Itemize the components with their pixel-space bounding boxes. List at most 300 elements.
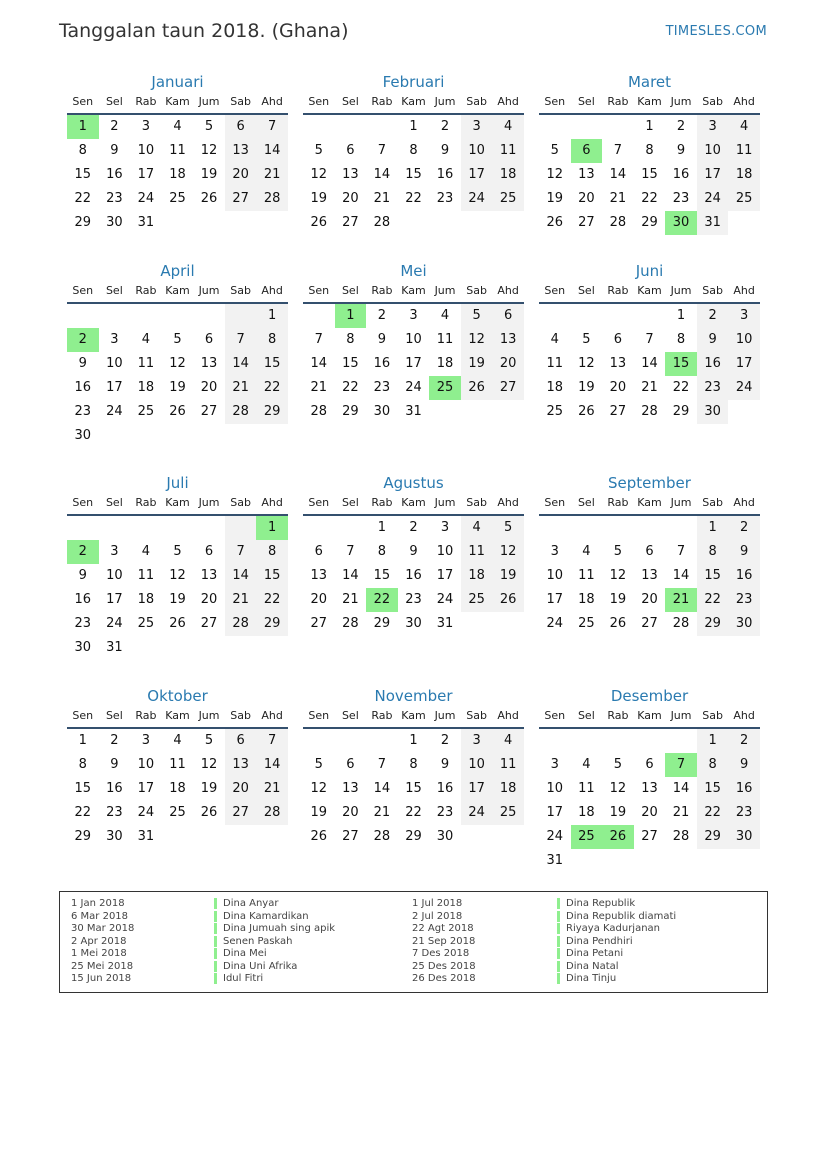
- weekday-label: Kam: [637, 709, 662, 722]
- day-cell: 16: [728, 777, 760, 801]
- weekday-label: Kam: [401, 95, 426, 108]
- day-cell: 10: [697, 139, 729, 163]
- day-cell: 21: [225, 376, 257, 400]
- weekday-label: Jum: [198, 95, 220, 108]
- day-cell: 15: [256, 352, 288, 376]
- weekday-label: Jum: [198, 709, 220, 722]
- legend-names-right: [557, 898, 676, 986]
- weekday-header: [539, 494, 760, 516]
- day-cell: 24: [436, 592, 454, 607]
- day-cell: 28: [609, 215, 627, 230]
- day-cell: 24: [137, 191, 155, 206]
- empty-cell: [366, 115, 398, 139]
- day-cell: 28: [256, 801, 288, 825]
- weekday-label: Ahd: [733, 709, 755, 722]
- day-cell: 27: [342, 829, 359, 844]
- day-cell: 27: [609, 404, 627, 419]
- day-cell: 21: [373, 191, 391, 206]
- day-cell: 28: [641, 404, 658, 419]
- day-cell: 3: [728, 304, 760, 328]
- weekday-label: Rab: [371, 284, 393, 297]
- day-cell: 22: [672, 380, 690, 395]
- day-cell: 6: [346, 143, 355, 158]
- day-cell: 13: [578, 167, 595, 182]
- day-cell: 25: [137, 404, 155, 419]
- month-name: Agustus: [383, 474, 444, 492]
- weekday-label: Sel: [105, 95, 123, 108]
- day-cell: 25: [578, 616, 595, 631]
- weekday-label: Rab: [371, 709, 393, 722]
- day-cell: 29: [342, 404, 359, 419]
- day-cell: 2: [110, 733, 119, 748]
- empty-cell: [728, 849, 760, 873]
- day-cell: 26: [578, 404, 595, 419]
- day-cell: 26: [200, 805, 218, 820]
- month-name: September: [608, 474, 691, 492]
- day-cell: 10: [546, 568, 564, 583]
- day-cell: 12: [546, 167, 564, 182]
- legend-row: [214, 973, 335, 986]
- weekday-label: Kam: [165, 709, 190, 722]
- day-cell: 17: [461, 777, 493, 801]
- holiday-legend: [59, 891, 768, 993]
- day-cell: 8: [78, 143, 87, 158]
- legend-row: [214, 936, 335, 949]
- day-cell: 14: [672, 781, 690, 796]
- weekday-label: Rab: [135, 284, 157, 297]
- legend-date: 30 Mar 2018: [71, 923, 135, 934]
- weekday-label: Ahd: [261, 709, 283, 722]
- day-cell: 16: [405, 568, 422, 583]
- empty-cell: [728, 211, 760, 235]
- day-cell: 11: [546, 356, 564, 371]
- day-cell: 11: [436, 332, 454, 347]
- empty-cell: [303, 304, 335, 328]
- legend-date: 6 Mar 2018: [71, 910, 129, 922]
- weekday-label: Sab: [466, 709, 487, 722]
- day-cell: 12: [578, 356, 595, 371]
- weekday-label: Sel: [577, 95, 595, 108]
- site-logo-text[interactable]: TIMESLES.COM: [665, 24, 767, 39]
- day-cell: 23: [74, 616, 92, 631]
- day-cell: 17: [137, 781, 155, 796]
- empty-cell: [256, 825, 288, 849]
- day-cell: 10: [106, 356, 123, 371]
- month-agustus: [303, 472, 524, 636]
- empty-cell: [225, 516, 257, 540]
- legend-holiday-name: Dina Mei: [214, 948, 267, 959]
- weekday-label: Sab: [466, 496, 487, 509]
- legend-date: 15 Jun 2018: [71, 973, 132, 984]
- day-cell: 24: [461, 801, 493, 825]
- day-cell: 11: [461, 540, 493, 564]
- empty-cell: [99, 516, 131, 540]
- day-cell: 23: [436, 805, 454, 820]
- day-cell: 20: [641, 805, 658, 820]
- day-cell: 6: [645, 757, 654, 772]
- day-cell: 5: [314, 757, 323, 772]
- day-cell: 22: [405, 191, 422, 206]
- day-cell: 25: [492, 801, 524, 825]
- empty-cell: [429, 400, 461, 424]
- day-cell: 7: [256, 115, 288, 139]
- day-cell: 7: [645, 332, 654, 347]
- empty-cell: [256, 211, 288, 235]
- day-cell: 30: [728, 612, 760, 636]
- empty-cell: [67, 304, 99, 328]
- empty-cell: [492, 400, 524, 424]
- day-cell: 10: [461, 753, 493, 777]
- day-cell: 22: [641, 191, 658, 206]
- day-cell: 13: [225, 139, 257, 163]
- weekday-label: Ahd: [261, 95, 283, 108]
- day-cell: 8: [697, 753, 729, 777]
- day-cell: 13: [310, 568, 328, 583]
- day-cell: 24: [106, 616, 123, 631]
- day-cell: 5: [461, 304, 493, 328]
- empty-cell: [162, 825, 194, 849]
- day-cell: 10: [137, 757, 155, 772]
- empty-cell: [193, 304, 225, 328]
- day-cell: 30: [697, 400, 729, 424]
- legend-holiday-name: Idul Fitri: [214, 973, 263, 984]
- day-cell: 20: [225, 777, 257, 801]
- weekday-label: Sel: [105, 284, 123, 297]
- day-cell: 20: [578, 191, 595, 206]
- day-cell: 12: [310, 167, 328, 182]
- day-cell: 28: [225, 612, 257, 636]
- weekday-label: Sel: [341, 496, 359, 509]
- day-cell: 9: [728, 753, 760, 777]
- day-cell: 4: [492, 115, 524, 139]
- weekday-label: Sen: [544, 284, 566, 297]
- day-cell: 14: [641, 356, 658, 371]
- day-grid: [539, 115, 760, 235]
- month-name: Desember: [610, 687, 689, 705]
- day-cell: 10: [546, 781, 564, 796]
- weekday-label: Kam: [401, 709, 426, 722]
- day-cell: 8: [256, 328, 288, 352]
- day-cell: 5: [582, 332, 591, 347]
- day-cell: 11: [578, 781, 595, 796]
- weekday-label: Rab: [607, 284, 629, 297]
- day-cell: 31: [137, 215, 155, 230]
- day-cell: 29: [256, 400, 288, 424]
- day-cell: 30: [405, 616, 422, 631]
- day-cell: 18: [137, 380, 155, 395]
- empty-cell: [461, 825, 493, 849]
- day-cell: 1: [676, 308, 686, 323]
- day-cell: 9: [110, 143, 119, 158]
- day-cell: 23: [373, 380, 391, 395]
- weekday-label: Sab: [702, 496, 723, 509]
- weekday-label: Jum: [670, 496, 692, 509]
- day-cell: 17: [137, 167, 155, 182]
- legend-row: [557, 936, 676, 949]
- day-cell: 29: [697, 825, 729, 849]
- empty-cell: [335, 729, 367, 753]
- day-cell: 2: [377, 308, 387, 323]
- day-cell: 17: [546, 592, 564, 607]
- day-cell: 30: [436, 829, 454, 844]
- empty-cell: [539, 729, 571, 753]
- day-cell: 18: [169, 781, 186, 796]
- day-cell: 31: [697, 211, 729, 235]
- month-februari: [303, 71, 524, 235]
- day-cell: 20: [342, 191, 359, 206]
- weekday-label: Kam: [637, 284, 662, 297]
- empty-cell: [539, 516, 571, 540]
- day-cell: 3: [409, 308, 418, 323]
- day-cell: 26: [169, 616, 186, 631]
- day-cell: 16: [106, 167, 123, 182]
- weekday-label: Sab: [702, 709, 723, 722]
- day-cell: 21: [609, 191, 627, 206]
- day-cell: 17: [546, 805, 564, 820]
- day-cell: 8: [645, 143, 654, 158]
- month-november: [303, 685, 524, 849]
- day-cell: 13: [342, 781, 359, 796]
- day-cell: 23: [106, 805, 123, 820]
- day-cell: 29: [405, 829, 422, 844]
- day-cell: 30: [728, 825, 760, 849]
- day-cell: 22: [74, 191, 92, 206]
- weekday-label: Sel: [341, 284, 359, 297]
- weekday-label: Kam: [165, 284, 190, 297]
- month-desember: [539, 685, 760, 873]
- day-cell: 30: [106, 215, 123, 230]
- day-cell: 6: [204, 544, 214, 559]
- legend-date: 1 Jul 2018: [412, 898, 463, 909]
- month-juli: [67, 472, 288, 660]
- day-cell: 4: [173, 733, 182, 748]
- weekday-header: [67, 93, 288, 115]
- day-cell: 5: [173, 544, 182, 559]
- day-grid: [303, 516, 524, 636]
- day-cell: 16: [672, 167, 690, 182]
- day-cell: 2: [728, 729, 760, 753]
- day-cell: 8: [697, 540, 729, 564]
- day-cell: 25: [137, 616, 155, 631]
- day-cell: 16: [373, 356, 391, 371]
- weekday-label: Rab: [135, 496, 157, 509]
- day-cell: 22: [697, 801, 729, 825]
- empty-cell: [366, 729, 398, 753]
- empty-cell: [67, 516, 99, 540]
- day-cell: 11: [137, 356, 155, 371]
- empty-cell: [225, 424, 257, 448]
- day-cell: 25: [429, 376, 461, 400]
- month-name: Juni: [635, 262, 664, 280]
- day-cell: 14: [373, 167, 391, 182]
- empty-cell: [571, 115, 603, 139]
- day-cell: 1: [256, 304, 288, 328]
- day-cell: 27: [492, 376, 524, 400]
- day-cell: 31: [436, 616, 454, 631]
- empty-cell: [492, 612, 524, 636]
- day-cell: 6: [225, 115, 257, 139]
- day-cell: 23: [436, 191, 454, 206]
- weekday-label: Sel: [105, 496, 123, 509]
- day-cell: 4: [550, 332, 559, 347]
- day-cell: 2: [440, 733, 450, 748]
- day-cell: 5: [204, 119, 214, 134]
- day-cell: 2: [110, 119, 119, 134]
- day-cell: 23: [672, 191, 690, 206]
- day-cell: 9: [110, 757, 119, 772]
- empty-cell: [539, 304, 571, 328]
- day-cell: 2: [409, 520, 418, 535]
- month-name: Juli: [166, 474, 189, 492]
- legend-holiday-name: Dina Republik: [557, 898, 635, 909]
- empty-cell: [193, 636, 225, 660]
- day-cell: 16: [728, 564, 760, 588]
- day-cell: 3: [697, 115, 729, 139]
- day-cell: 31: [137, 829, 155, 844]
- day-cell: 21: [665, 588, 697, 612]
- empty-cell: [492, 825, 524, 849]
- day-cell: 30: [106, 829, 123, 844]
- legend-holiday-name: Dina Anyar: [214, 898, 278, 909]
- day-cell: 22: [256, 588, 288, 612]
- day-cell: 15: [641, 167, 658, 182]
- day-cell: 25: [169, 805, 186, 820]
- day-cell: 27: [342, 215, 359, 230]
- day-cell: 17: [106, 380, 123, 395]
- empty-cell: [130, 424, 162, 448]
- day-cell: 27: [641, 829, 658, 844]
- legend-row: [557, 973, 676, 986]
- day-cell: 31: [546, 853, 564, 868]
- day-cell: 3: [110, 332, 119, 347]
- day-cell: 6: [204, 332, 214, 347]
- day-grid: [303, 115, 524, 235]
- weekday-label: Sen: [308, 284, 330, 297]
- day-cell: 22: [366, 588, 398, 612]
- day-cell: 19: [609, 805, 627, 820]
- legend-date: 22 Agt 2018: [412, 923, 474, 934]
- day-cell: 1: [697, 516, 729, 540]
- legend-date: 7 Des 2018: [412, 948, 470, 959]
- weekday-label: Rab: [371, 496, 393, 509]
- day-cell: 11: [728, 139, 760, 163]
- day-cell: 9: [728, 540, 760, 564]
- weekday-label: Rab: [371, 95, 393, 108]
- day-cell: 1: [335, 304, 367, 328]
- day-cell: 18: [578, 805, 595, 820]
- day-cell: 21: [672, 805, 690, 820]
- day-cell: 13: [342, 167, 359, 182]
- day-cell: 19: [461, 352, 493, 376]
- day-cell: 6: [314, 544, 323, 559]
- day-cell: 18: [728, 163, 760, 187]
- weekday-label: Rab: [607, 95, 629, 108]
- day-cell: 21: [256, 163, 288, 187]
- day-cell: 27: [200, 616, 218, 631]
- day-cell: 4: [728, 115, 760, 139]
- day-cell: 6: [225, 729, 257, 753]
- weekday-label: Jum: [198, 284, 220, 297]
- month-name: Januari: [151, 73, 204, 91]
- day-cell: 13: [641, 568, 658, 583]
- legend-holiday-name: Dina Pendhiri: [557, 936, 633, 947]
- day-cell: 14: [256, 139, 288, 163]
- day-cell: 28: [373, 829, 391, 844]
- day-cell: 17: [697, 163, 729, 187]
- day-cell: 19: [310, 805, 328, 820]
- day-cell: 7: [377, 757, 387, 772]
- legend-names-left: [214, 898, 335, 986]
- day-cell: 2: [697, 304, 729, 328]
- weekday-header: [67, 707, 288, 729]
- weekday-label: Sab: [230, 496, 251, 509]
- empty-cell: [728, 400, 760, 424]
- weekday-label: Sel: [341, 95, 359, 108]
- day-cell: 1: [645, 119, 654, 134]
- day-cell: 4: [440, 308, 450, 323]
- weekday-label: Sab: [702, 95, 723, 108]
- day-cell: 15: [342, 356, 359, 371]
- day-cell: 26: [169, 404, 186, 419]
- weekday-label: Jum: [670, 95, 692, 108]
- weekday-label: Ahd: [497, 496, 519, 509]
- day-cell: 20: [641, 592, 658, 607]
- empty-cell: [225, 211, 257, 235]
- day-cell: 7: [346, 544, 355, 559]
- day-cell: 9: [78, 356, 87, 371]
- weekday-label: Sab: [230, 284, 251, 297]
- day-cell: 4: [461, 516, 493, 540]
- empty-cell: [256, 636, 288, 660]
- weekday-label: Ahd: [733, 95, 755, 108]
- day-cell: 11: [169, 757, 186, 772]
- day-cell: 16: [436, 167, 454, 182]
- day-cell: 4: [173, 119, 182, 134]
- day-cell: 23: [728, 588, 760, 612]
- day-cell: 2: [67, 328, 99, 352]
- day-grid: [67, 729, 288, 849]
- empty-cell: [130, 516, 162, 540]
- day-cell: 8: [256, 540, 288, 564]
- empty-cell: [461, 400, 493, 424]
- day-cell: 5: [550, 143, 559, 158]
- day-cell: 27: [641, 616, 658, 631]
- day-cell: 24: [137, 805, 155, 820]
- day-cell: 23: [405, 592, 422, 607]
- weekday-label: Ahd: [261, 284, 283, 297]
- legend-row: [557, 898, 676, 911]
- empty-cell: [634, 516, 666, 540]
- day-cell: 2: [676, 119, 686, 134]
- day-cell: 17: [436, 568, 454, 583]
- weekday-label: Sel: [577, 496, 595, 509]
- empty-cell: [602, 516, 634, 540]
- day-cell: 27: [578, 215, 595, 230]
- day-cell: 13: [200, 356, 218, 371]
- day-cell: 23: [74, 404, 92, 419]
- day-cell: 25: [571, 825, 603, 849]
- day-cell: 30: [373, 404, 391, 419]
- weekday-header: [303, 707, 524, 729]
- empty-cell: [665, 729, 697, 753]
- day-cell: 20: [200, 380, 218, 395]
- day-cell: 9: [440, 757, 450, 772]
- day-cell: 12: [169, 356, 186, 371]
- day-cell: 6: [492, 304, 524, 328]
- day-cell: 15: [665, 352, 697, 376]
- day-grid: [303, 304, 524, 424]
- day-cell: 5: [204, 733, 214, 748]
